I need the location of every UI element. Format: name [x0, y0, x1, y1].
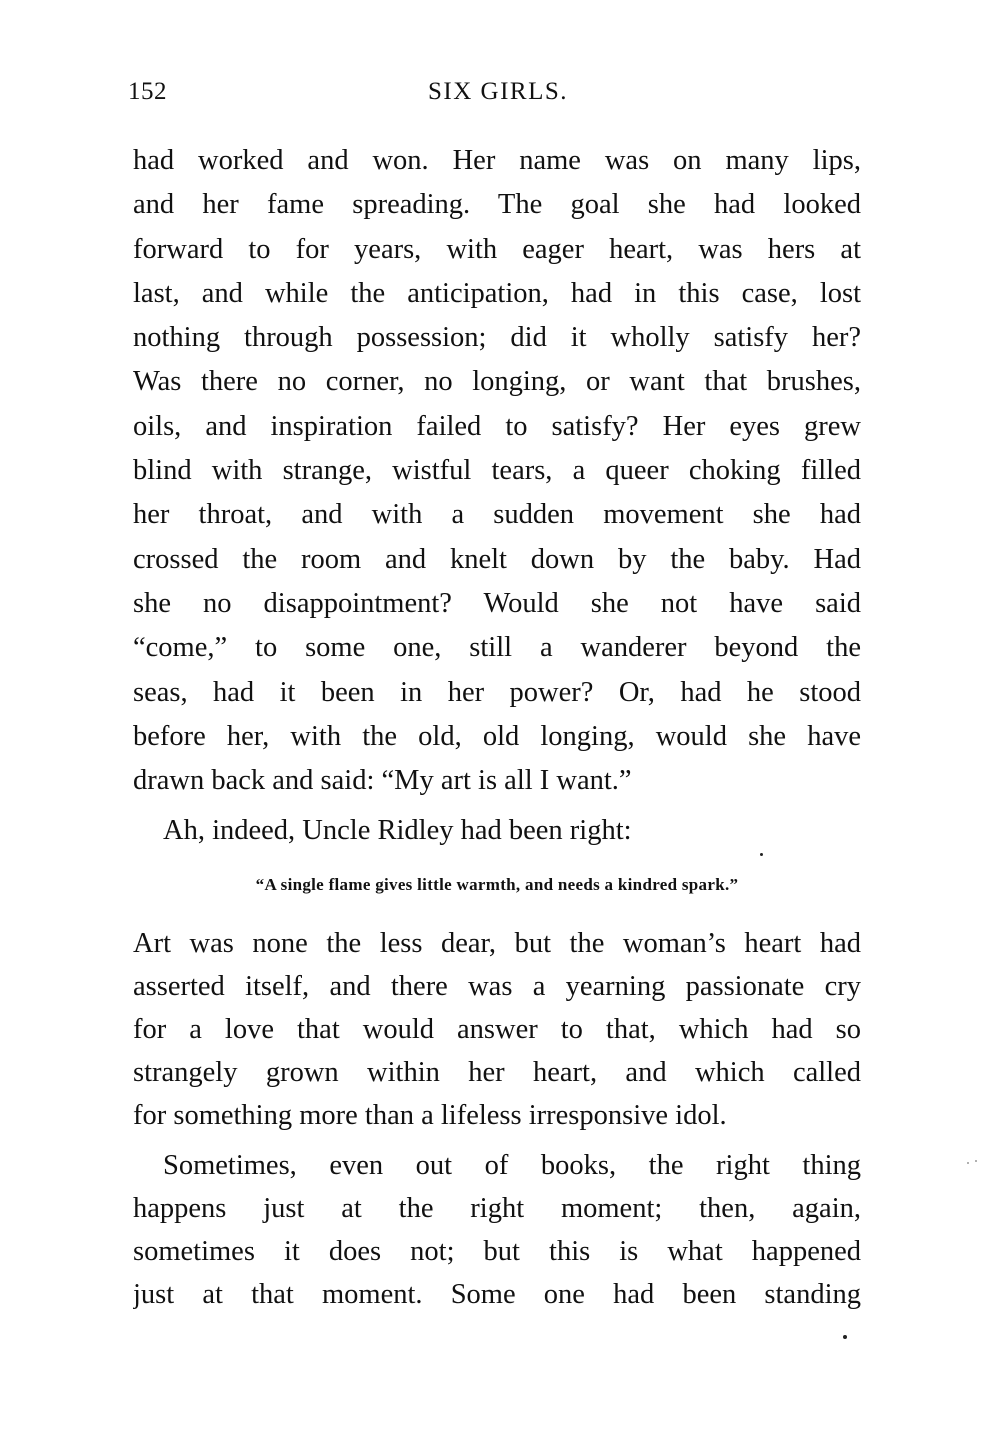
text-line: Sometimes, even out of books, the right thing [163, 1150, 861, 1181]
text-line: for a love that would answer to that, which had so [133, 1014, 861, 1045]
print-speck [760, 853, 763, 856]
paragraph-1 [133, 139, 861, 803]
print-speck [967, 1162, 969, 1164]
text-line: strangely grown within her heart, and which called [133, 1057, 861, 1088]
text-line: Ah, indeed, Uncle Ridley had been right: [163, 815, 632, 846]
paragraph-3 [133, 922, 861, 1137]
text-line: crossed the room and knelt down by the baby. Had [133, 543, 861, 575]
paragraph-2 [163, 809, 861, 853]
paragraph-4 [133, 1144, 861, 1316]
text-line: before her, with the old, old longing, would she have [133, 720, 861, 752]
text-line: Art was none the less dear, but the woman’s heart had [133, 928, 861, 959]
text-line: happens just at the right moment; then, again, [133, 1193, 861, 1224]
text-line: sometimes it does not; but this is what happened [133, 1236, 861, 1267]
text-line: just at that moment. Some one had been standing [133, 1279, 861, 1310]
page-number: 152 [128, 78, 167, 105]
text-line: drawn back and said: “My art is all I want.” [133, 765, 632, 797]
print-speck [843, 1335, 847, 1339]
text-line: oils, and inspiration failed to satisfy? Her eyes grew [133, 410, 861, 442]
text-line: asserted itself, and there was a yearning passionate cry [133, 971, 861, 1002]
text-line: blind with strange, wistful tears, a queer choking filled [133, 455, 861, 487]
text-line: her throat, and with a sudden movement she had [133, 499, 861, 531]
text-line: forward to for years, with eager heart, was hers at [133, 233, 861, 265]
text-line: and her fame spreading. The goal she had looked [133, 189, 861, 221]
text-line: nothing through possession; did it wholly satisfy her? [133, 322, 861, 354]
print-speck [975, 1160, 977, 1162]
text-line: had worked and won. Her name was on many lips, [133, 145, 861, 176]
text-line: seas, had it been in her power? Or, had he stood [133, 676, 861, 708]
running-title: SIX GIRLS. [427, 78, 568, 105]
text-line: for something more than a lifeless irresponsive idol. [133, 1100, 727, 1131]
text-line: Was there no corner, no longing, or want that brushes, [133, 366, 861, 398]
text-line: she no disappointment? Would she not have said [133, 587, 861, 619]
text-line: last, and while the anticipation, had in this case, lost [133, 277, 861, 309]
page-header [128, 78, 868, 114]
text-line: “come,” to some one, still a wanderer beyond the [133, 632, 861, 664]
epigraph-quote: “A single flame gives little warmth, and needs a kindred spark.” [255, 875, 739, 894]
